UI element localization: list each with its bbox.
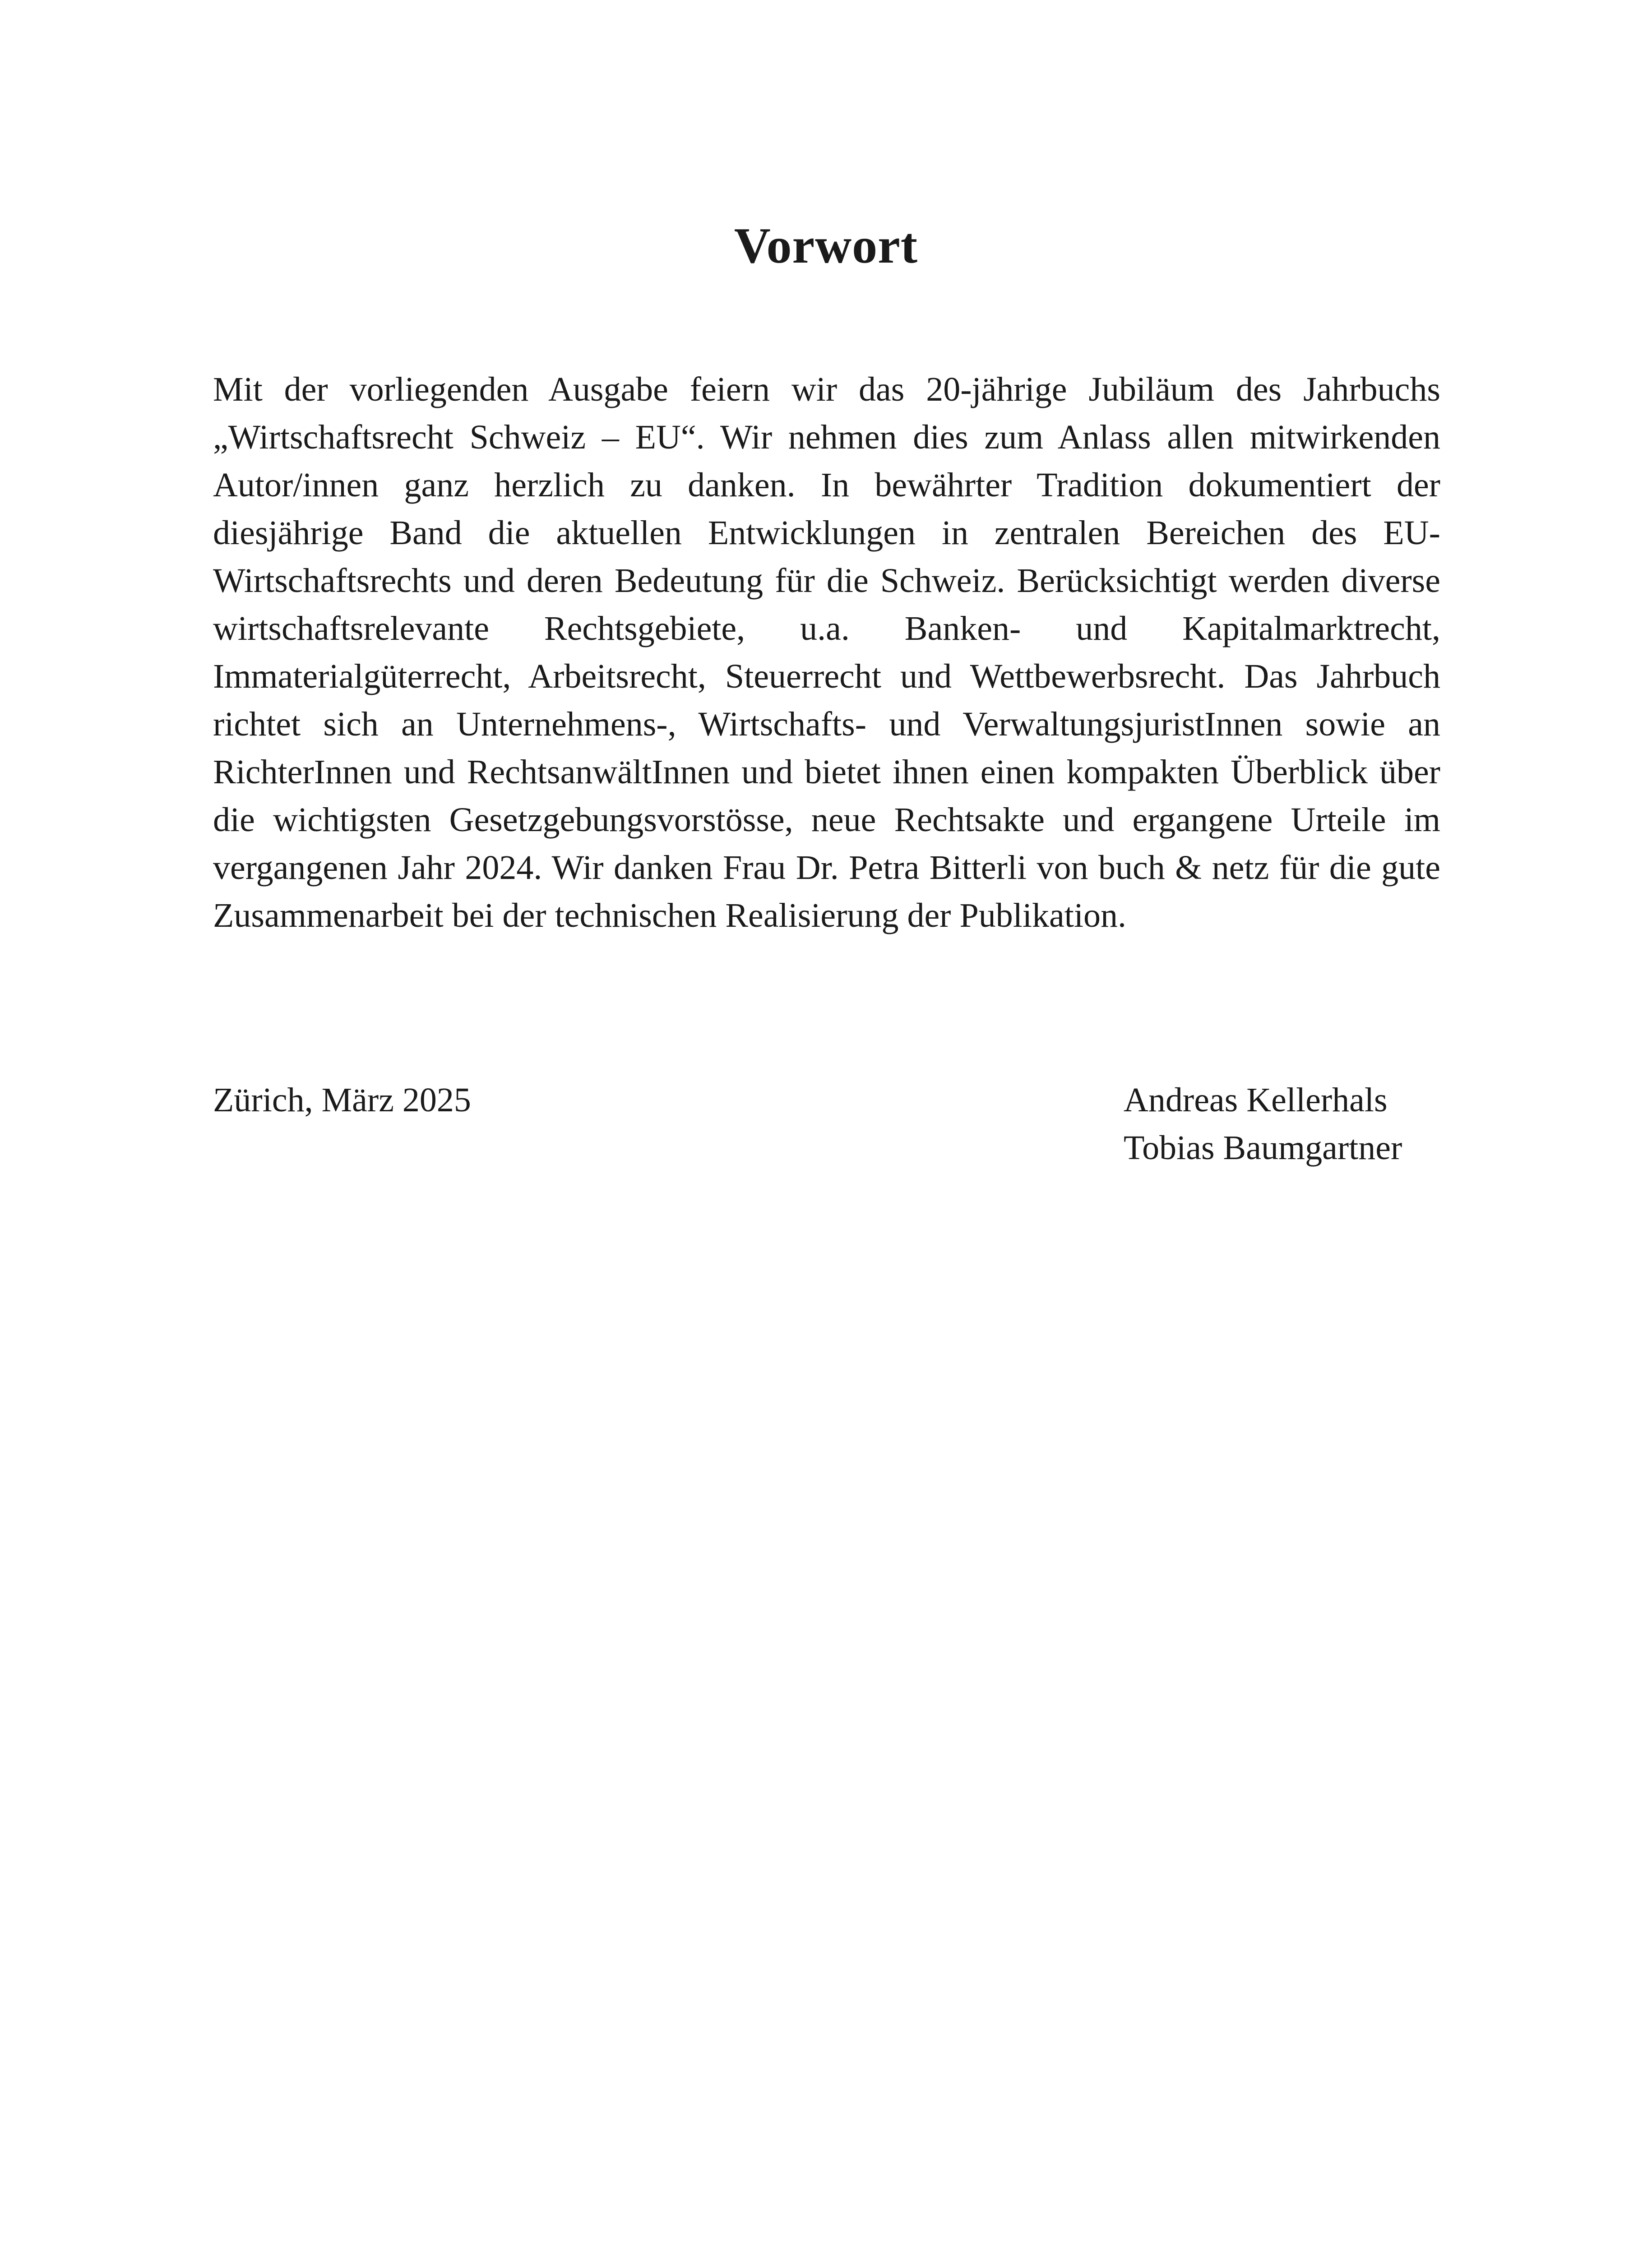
author-name: Andreas Kellerhals	[1124, 1081, 1388, 1119]
place-date: Zürich, März 2025	[213, 1081, 471, 1119]
author-signatures	[1124, 1076, 1402, 1172]
page-title: Vorwort	[734, 218, 918, 274]
foreword-paragraph: Mit der vorliegenden Ausgabe feiern wir das 20-jährige Jubiläum des Jahrbuchs „Wirtschaftsrecht Schweiz – EU“. Wir nehmen dies zum Anlass allen mitwirkenden Autor/innen ganz herzlich zu danken. In bewährter Tradition dokumentiert der diesjährige Band die aktuellen Entwicklungen in zentralen Bereichen des EU-Wirtschaftsrechts und deren Bedeutung für die Schweiz. Berücksichtigt werden diverse wirtschaftsrelevante Rechtsgebiete, u.a. Banken- und Kapitalmarktrecht, Immaterialgüterrecht, Arbeitsrecht, Steuerrecht und Wettbewerbsrecht. Das Jahrbuch richtet sich an Unternehmens-, Wirtschafts- und VerwaltungsjuristInnen sowie an RichterInnen und RechtsanwältInnen und bietet ihnen einen kompakten Überblick über die wichtigsten Gesetzgebungsvorstösse, neue Rechtsakte und ergangene Urteile im vergangenen Jahr 2024. Wir danken Frau Dr. Petra Bitterli von buch & netz für die gute Zusammenarbeit bei der technischen Realisierung der Publikation.	[213, 370, 1440, 934]
author-name: Tobias Baumgartner	[1124, 1129, 1402, 1167]
